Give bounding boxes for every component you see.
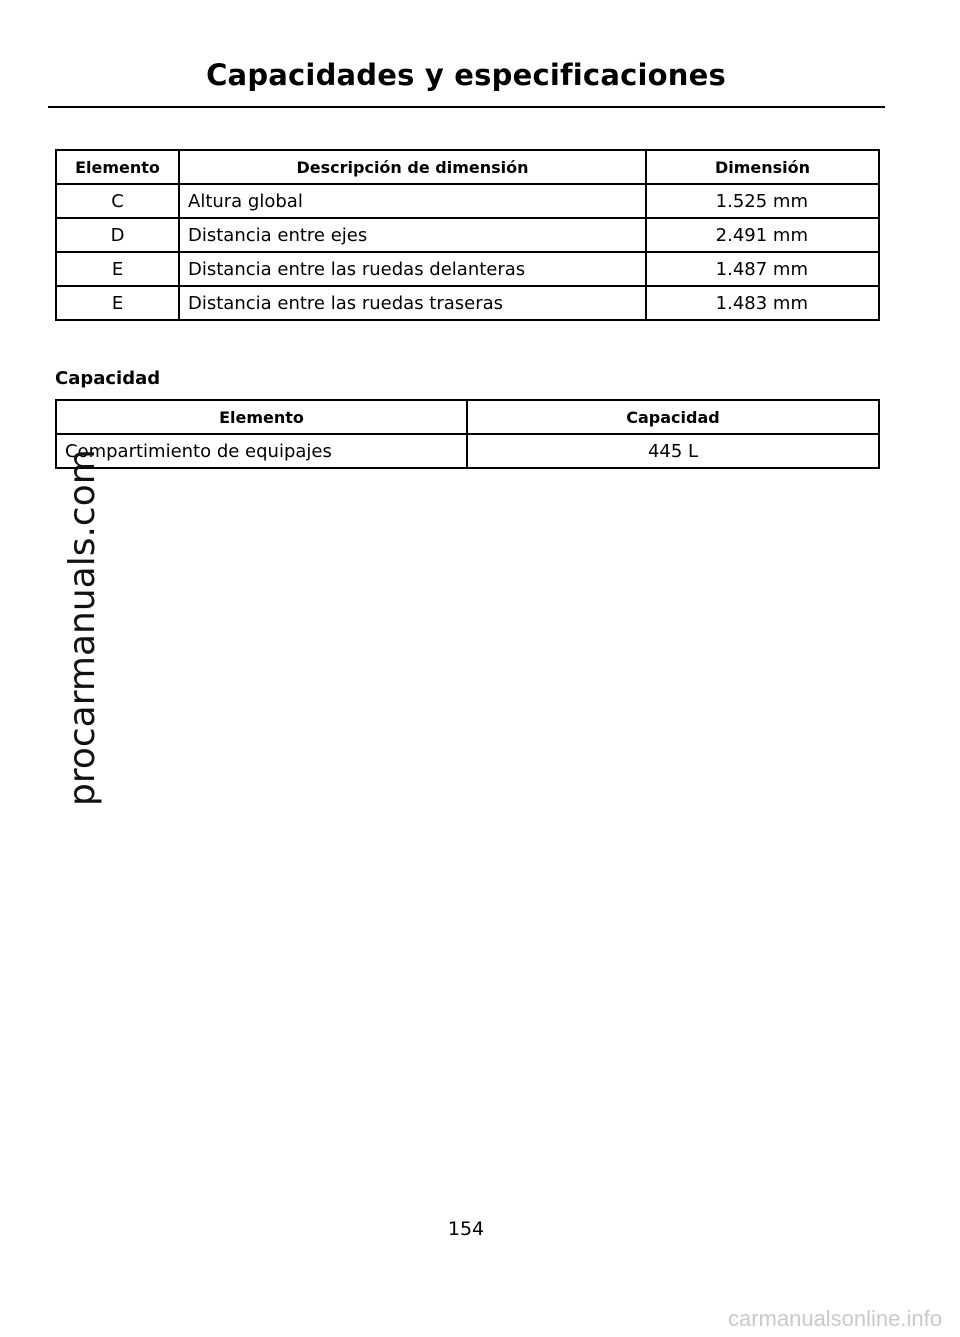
- column-header-dimension: Dimensión: [646, 150, 879, 184]
- table-header-row: [56, 400, 879, 434]
- dimensions-table: [55, 149, 880, 321]
- capacity-table: [55, 399, 880, 469]
- bottom-watermark: carmanualsonline.info: [727, 1306, 942, 1331]
- cell-dimension: 1.525 mm: [646, 184, 879, 218]
- column-header-elemento: Elemento: [56, 400, 467, 434]
- cell-dimension: 1.483 mm: [646, 286, 879, 320]
- side-watermark: procarmanuals.com: [62, 449, 103, 806]
- cell-descripcion: Distancia entre las ruedas delanteras: [179, 252, 646, 286]
- table-row: [56, 218, 879, 252]
- cell-elemento: E: [56, 252, 179, 286]
- page-title: Capacidades y especificaciones: [206, 58, 726, 92]
- cell-elemento: E: [56, 286, 179, 320]
- section-heading-capacidad: Capacidad: [55, 368, 161, 389]
- cell-elemento: C: [56, 184, 179, 218]
- table-row: [56, 184, 879, 218]
- cell-elemento: Compartimiento de equipajes: [56, 434, 467, 468]
- table-row: [56, 286, 879, 320]
- cell-descripcion: Distancia entre ejes: [179, 218, 646, 252]
- table-row: [56, 252, 879, 286]
- table-header-row: [56, 150, 879, 184]
- title-divider: [48, 106, 885, 108]
- cell-elemento: D: [56, 218, 179, 252]
- column-header-descripcion: Descripción de dimensión: [179, 150, 646, 184]
- cell-dimension: 1.487 mm: [646, 252, 879, 286]
- cell-descripcion: Altura global: [179, 184, 646, 218]
- page-number: 154: [447, 1218, 485, 1240]
- cell-descripcion: Distancia entre las ruedas traseras: [179, 286, 646, 320]
- cell-capacidad: 445 L: [467, 434, 879, 468]
- cell-dimension: 2.491 mm: [646, 218, 879, 252]
- column-header-capacidad: Capacidad: [467, 400, 879, 434]
- column-header-elemento: Elemento: [56, 150, 179, 184]
- table-row: [56, 434, 879, 468]
